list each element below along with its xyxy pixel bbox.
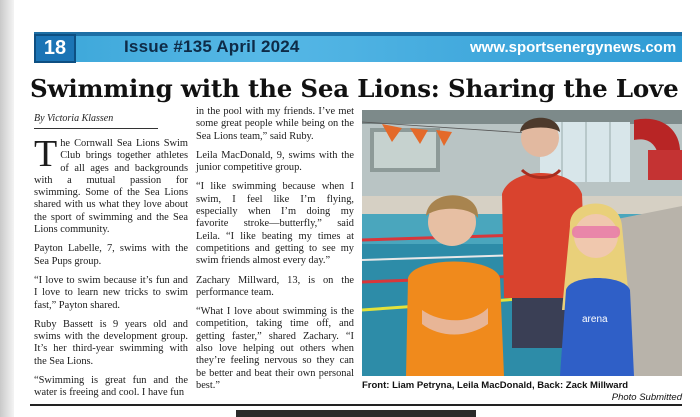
photo-credit: Photo Submitted [611,392,682,403]
page-number-box [34,34,76,63]
swimmers-photo-illustration [362,110,682,376]
page-fold-shadow [0,0,14,417]
issue-label: Issue #135 April 2024 [124,37,300,56]
photo-caption: Front: Liam Petryna, Leila MacDonald, Back: Zack Millward [362,380,629,391]
byline-rule [34,128,158,129]
paragraph: “Swimming is great fun and the water is freeing and cool. I have fun [34,375,188,399]
header-top-strip [34,32,682,36]
paragraph: “What I love about swimming is the competition, taking time off, and getting faster,” shared Zachary. “I also love helping out others when they’re feeling nervous so they can be better and beat their own personal best.” [196,306,354,391]
drop-cap: T [34,133,58,175]
article-photo [362,110,682,376]
next-article-strip [236,410,476,417]
paragraph [34,133,188,236]
article-column-2 [196,106,354,399]
paragraph-text: he Cornwall Sea Lions Swim Club brings together athletes of all ages and backgrounds with a mutual passion for swimming. Some of the Sea Lions shared with us what they love about the sport of swimming and the Sea Lions community. [34,138,188,236]
paragraph: Payton Labelle, 7, swims with the Sea Pups group. [34,243,188,267]
paragraph: Ruby Bassett is 9 years old and swims with the development group. It’s her third-year swimming with the Sea Lions. [34,318,188,367]
paragraph: “I love to swim because it’s fun and I love to learn new tricks to swim fast,” Payton shared. [34,274,188,311]
byline: By Victoria Klassen [34,113,114,124]
paragraph: “I like swimming because when I swim, I feel like I’m flying, especially when I’m doing my favorite stroke—butterfly,” said Leila. “I like beating my times at competitions and getting to see my swim friends almost every day.” [196,181,354,267]
article-headline: Swimming with the Sea Lions: Sharing the Love [30,74,679,103]
page-number: 18 [43,37,67,59]
paragraph: in the pool with my friends. I’ve met some great people while being on the Sea Lions team,” said Ruby. [196,106,354,142]
paragraph: Zachary Millward, 13, is on the performance team. [196,274,354,298]
article-column-1 [34,133,188,407]
website-link[interactable]: www.sportsenergynews.com [470,39,677,56]
swimsuit-logo-text: arena [582,314,608,325]
paragraph: Leila MacDonald, 9, swims with the junior competitive group. [196,149,354,174]
